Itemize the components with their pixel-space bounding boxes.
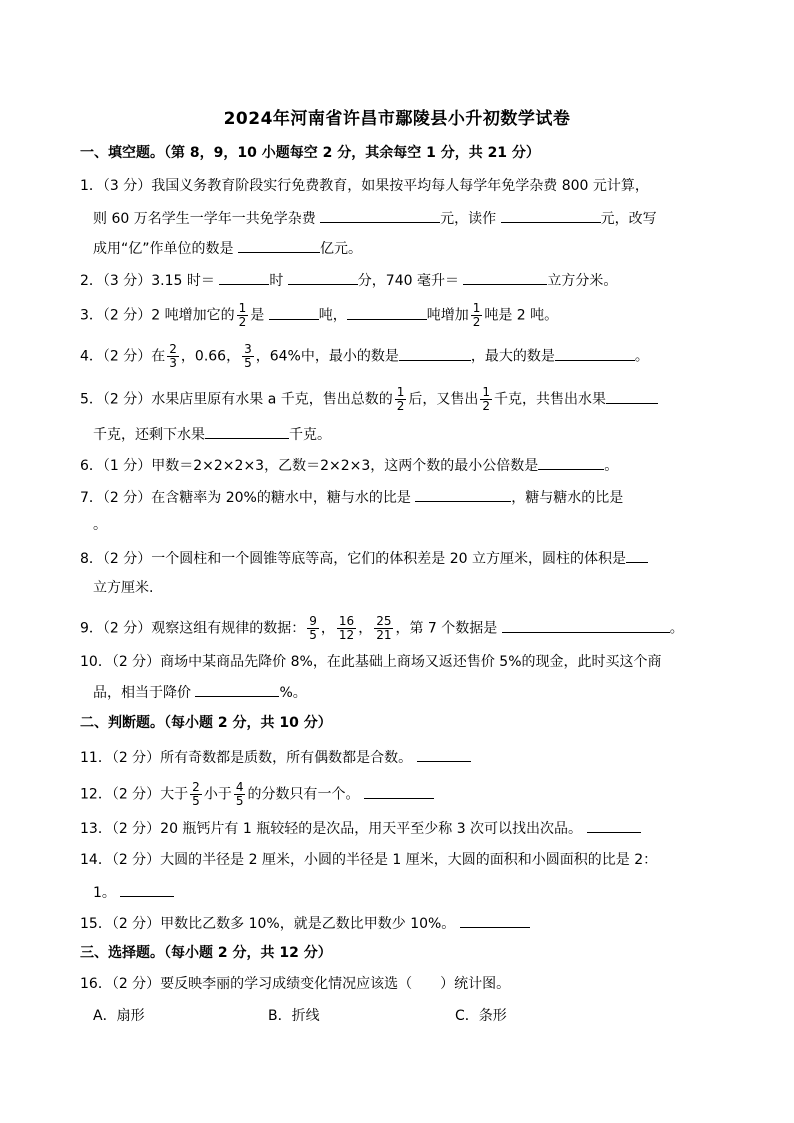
fraction (337, 615, 356, 642)
q7-text: ，糖与糖水的比是 (511, 490, 624, 506)
q2-text: 时 (269, 273, 288, 289)
q12-text: 小于 (203, 786, 232, 803)
q1-text: 则 60 万名学生一学年一共免学杂费 (93, 211, 321, 227)
answer-blank[interactable] (606, 389, 658, 404)
q5-text: 5．（2 分）水果店里原有水果 a 千克，售出总数的 (80, 391, 393, 408)
q4-text: ，64%中，最小的数是 (255, 348, 399, 365)
answer-blank[interactable] (399, 346, 471, 361)
answer-blank[interactable] (417, 747, 471, 762)
q10-text: 10．（2 分）商场中某商品先降价 8%，在此基础上商场又返还售价 5%的现金，此时买这个商 (80, 654, 662, 670)
q10-text: 品，相当于降价 (93, 685, 196, 701)
fraction (167, 343, 179, 370)
question-6 (80, 455, 720, 476)
q9-text: ， (358, 620, 373, 637)
answer-blank[interactable] (269, 305, 319, 320)
answer-blank[interactable] (364, 784, 434, 799)
answer-blank[interactable] (120, 882, 174, 897)
q2-text: 立方分米。 (547, 273, 618, 289)
answer-blank[interactable] (205, 424, 289, 439)
q6-text: 。 (604, 458, 619, 474)
q12-text: 的分数只有一个。 (247, 786, 364, 803)
q6-text: 6．（1 分）甲数＝2×2×2×3，乙数＝2×2×3，这两个数的最小公倍数是 (80, 458, 539, 474)
question-13 (80, 818, 720, 839)
fraction-numerator: 2 (169, 342, 177, 356)
q2-text: 分，740 毫升＝ (357, 273, 464, 289)
answer-blank[interactable] (460, 913, 530, 928)
answer-blank[interactable] (502, 618, 670, 633)
fraction-numerator: 9 (309, 614, 317, 628)
fraction (190, 781, 202, 808)
q5-text: 千克，共售出水果 (494, 391, 607, 408)
question-16 (80, 974, 720, 994)
fraction-denominator: 21 (376, 628, 392, 642)
q16-text: 16．（2 分）要反映李丽的学习成绩变化情况应该选（ ）统计图。 (80, 976, 511, 992)
question-7-line2 (93, 515, 733, 535)
section-heading-choice: 三、选择题。（每小题 2 分，共 12 分） (80, 945, 332, 961)
answer-blank[interactable] (288, 270, 358, 285)
answer-blank[interactable] (501, 208, 601, 223)
q3-text: 3．（2 分）2 吨增加它的 (80, 307, 235, 324)
fraction-denominator: 5 (235, 794, 244, 808)
question-7 (80, 487, 720, 508)
fraction-denominator: 5 (309, 628, 317, 642)
q7-text: 7．（2 分）在含糖率为 20%的糖水中，糖与水的比是 (80, 490, 416, 506)
fraction-denominator: 5 (244, 356, 252, 370)
fraction-numerator: 1 (482, 385, 491, 399)
q3-text: 吨增加 (426, 307, 469, 324)
question-9 (80, 615, 720, 642)
question-1-line3 (93, 238, 733, 259)
q15-text: 15．（2 分）甲数比乙数多 10%，就是乙数比甲数少 10%。 (80, 916, 460, 932)
q1-text: 成用“亿”作单位的数是 (93, 241, 238, 257)
question-14-line2 (93, 882, 733, 903)
section-heading-judge: 二、判断题。（每小题 2 分，共 10 分） (80, 715, 332, 731)
answer-blank[interactable] (587, 818, 641, 833)
fraction-numerator: 2 (192, 780, 200, 794)
answer-blank[interactable] (195, 682, 279, 697)
q3-text: 吨， (318, 307, 347, 324)
question-16-options (93, 1006, 733, 1026)
q9-text: ， (320, 620, 335, 637)
q5-text: 千克。 (289, 427, 331, 443)
q9-text: 。 (669, 620, 684, 637)
q7-text: 。 (93, 517, 107, 533)
fraction-denominator: 12 (338, 628, 355, 642)
fraction-numerator: 16 (338, 614, 355, 628)
q5-text: 千克，还剩下水果 (93, 427, 205, 443)
q4-text: 4．（2 分）在 (80, 348, 166, 365)
question-14 (80, 850, 720, 870)
option-a[interactable]: A．扇形 (93, 1008, 145, 1024)
q8-text: 8．（2 分）一个圆柱和一个圆锥等底等高，它们的体积差是 20 立方厘米，圆柱的体积是 (80, 551, 626, 567)
q8-text: 立方厘米. (93, 580, 154, 596)
answer-blank[interactable] (219, 270, 269, 285)
fraction-numerator: 3 (244, 342, 252, 356)
question-11 (80, 747, 720, 768)
question-1-line2 (93, 208, 733, 229)
question-12 (80, 781, 720, 808)
q3-text: 吨是 2 吨。 (484, 307, 559, 324)
q1-text: 元，读作 (440, 211, 501, 227)
q1-line1: 1．（3 分）我国义务教育阶段实行免费教育，如果按平均每人每学年免学杂费 800 元计算， (80, 178, 649, 194)
q5-text: 后，又售出 (408, 391, 479, 408)
question-5 (80, 386, 720, 413)
question-4 (80, 343, 720, 370)
fraction-numerator: 4 (235, 780, 244, 794)
fraction-denominator: 3 (169, 356, 177, 370)
q12-text: 12．（2 分）大于 (80, 786, 189, 803)
question-2 (80, 270, 720, 291)
q4-text: 。 (634, 348, 649, 365)
q14-text: 1。 (93, 885, 121, 901)
fraction (237, 302, 249, 329)
q1-text: 亿元。 (319, 241, 362, 257)
fraction (395, 386, 407, 413)
q9-text: ，第 7 个数据是 (395, 620, 502, 637)
question-3 (80, 302, 720, 329)
answer-blank[interactable] (320, 208, 440, 223)
fraction-denominator: 2 (482, 399, 491, 413)
page-title: 2024年河南省许昌市鄢陵县小升初数学试卷 (223, 109, 571, 129)
q11-text: 11．（2 分）所有奇数都是质数，所有偶数都是合数。 (80, 750, 417, 766)
fraction (242, 343, 254, 370)
q9-text: 9．（2 分）观察这组有规律的数据： (80, 620, 306, 637)
q10-text: %。 (279, 685, 307, 701)
section-heading-fill: 一、填空题。（第 8，9，10 小题每空 2 分，其余每空 1 分，共 21 分） (80, 145, 540, 161)
question-8 (80, 548, 720, 569)
answer-blank[interactable] (238, 238, 320, 253)
answer-blank[interactable] (626, 548, 648, 563)
question-1 (80, 176, 720, 196)
q14-text: 14．（2 分）大圆的半径是 2 厘米，小圆的半径是 1 厘米，大圆的面积和小圆面积的比是 2： (80, 852, 658, 868)
fraction-denominator: 2 (472, 315, 481, 329)
q3-text: 是 (250, 307, 269, 324)
fraction (307, 615, 319, 642)
fraction (471, 302, 483, 329)
question-15 (80, 913, 720, 934)
fraction-numerator: 1 (238, 301, 247, 315)
q1-text: 元，改写 (600, 211, 657, 227)
fraction (234, 781, 246, 808)
q13-text: 13．（2 分）20 瓶钙片有 1 瓶较轻的是次品，用天平至少称 3 次可以找出次品。 (80, 821, 587, 837)
answer-blank[interactable] (415, 487, 511, 502)
fraction-denominator: 2 (238, 315, 247, 329)
option-b[interactable]: B．折线 (268, 1008, 320, 1024)
q4-text: ，最大的数是 (470, 348, 555, 365)
fraction-denominator: 5 (192, 794, 200, 808)
question-5-line2 (93, 424, 733, 445)
question-10-line2 (93, 682, 733, 703)
fraction-numerator: 25 (376, 614, 392, 628)
answer-blank[interactable] (538, 455, 604, 470)
fraction (374, 615, 393, 642)
answer-blank[interactable] (347, 305, 427, 320)
fraction (480, 386, 492, 413)
fraction-denominator: 2 (396, 399, 405, 413)
q4-text: ，0.66， (180, 348, 241, 365)
question-10 (80, 652, 720, 672)
answer-blank[interactable] (555, 346, 635, 361)
fraction-numerator: 1 (396, 385, 405, 399)
q2-text: 2．（3 分）3.15 时＝ (80, 273, 220, 289)
option-c[interactable]: C．条形 (455, 1008, 507, 1024)
answer-blank[interactable] (463, 270, 547, 285)
question-8-line2 (93, 578, 733, 598)
fraction-numerator: 1 (472, 301, 481, 315)
